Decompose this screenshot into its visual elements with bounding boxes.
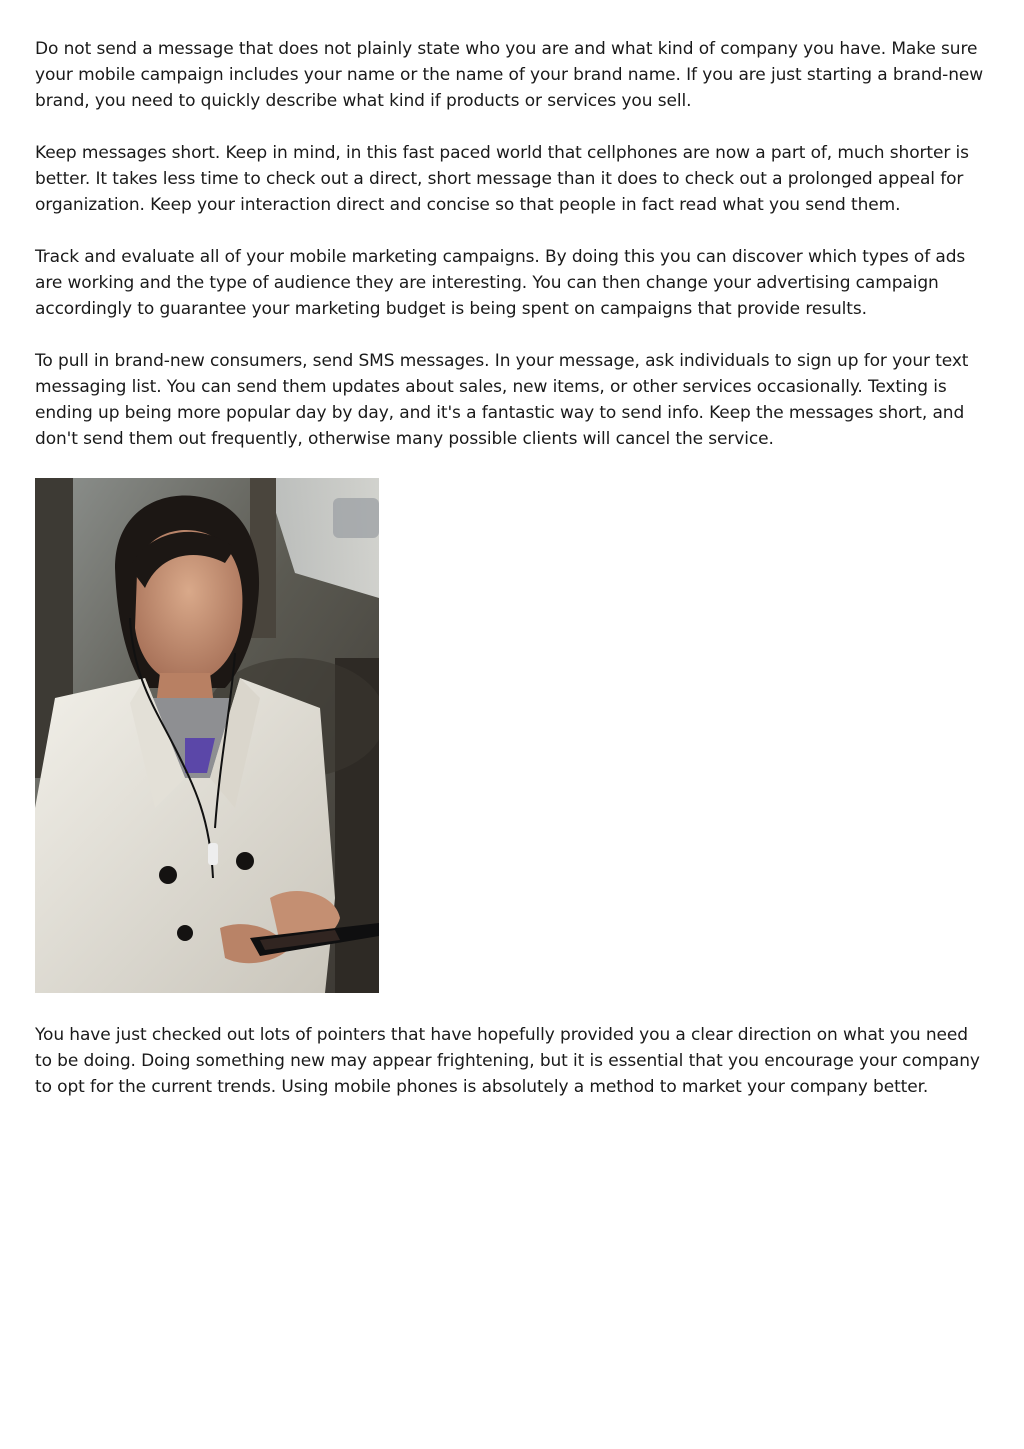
- woman-with-phone-photo: [35, 478, 379, 993]
- paragraph-conclusion: You have just checked out lots of pointers that have hopefully provided you a clear direction on what you need to be doing. Doing something new may appear frightening, but it is essential that you encourage your company to opt for the current trends. Using mobile phones is absolutely a method to market your company better.: [35, 1025, 980, 1097]
- paragraph-brand-identity: Do not send a message that does not plainly state who you are and what kind of company you have. Make sure your mobile campaign includes your name or the name of your brand name. If you are just starting a brand-new brand, you need to quickly describe what kind if products or services you sell.: [35, 39, 984, 111]
- photo-illustration: [35, 478, 379, 993]
- article-body: [35, 36, 990, 1100]
- paragraph-keep-short: Keep messages short. Keep in mind, in this fast paced world that cellphones are now a part of, much shorter is better. It takes less time to check out a direct, short message than it does to check out a prolonged appeal for organization. Keep your interaction direct and concise so that people in fact read what you send them.: [35, 143, 969, 215]
- paragraph-sms-messages: To pull in brand-new consumers, send SMS messages. In your message, ask individuals to sign up for your text messaging list. You can send them updates about sales, new items, or other services occasionally. Texting is ending up being more popular day by day, and it's a fantastic way to send info. Keep the messages short, and don't send them out frequently, otherwise many possible clients will cancel the service.: [35, 351, 969, 449]
- paragraph-track-evaluate: Track and evaluate all of your mobile marketing campaigns. By doing this you can discover which types of ads are working and the type of audience they are interesting. You can then change your advertising campaign accordingly to guarantee your marketing budget is being spent on campaigns that provide results.: [35, 247, 966, 319]
